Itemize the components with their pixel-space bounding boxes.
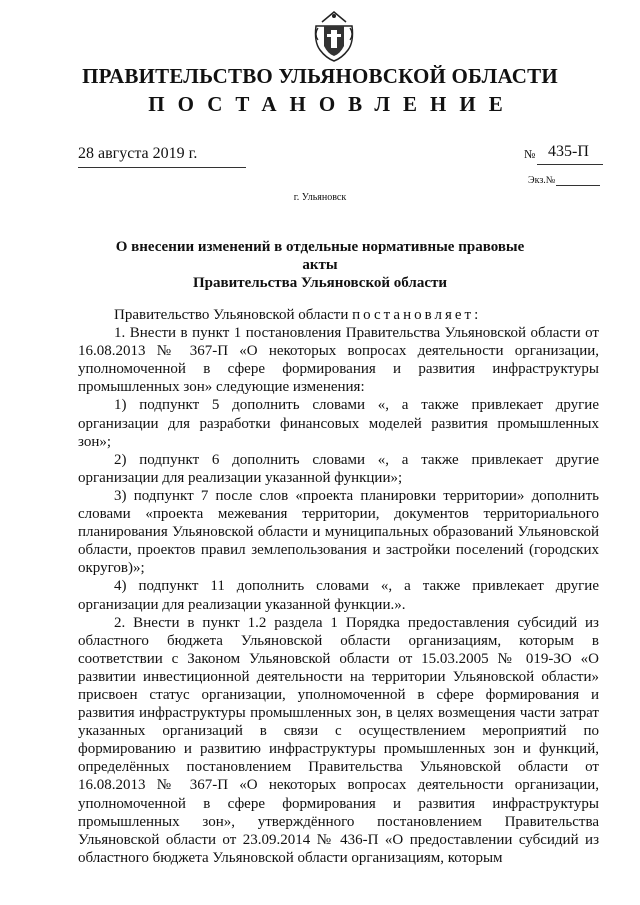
subject-line-1: О внесении изменений в отдельные нормативные правовые акты <box>115 239 525 273</box>
copy-number-label: Экз.№ <box>528 175 556 186</box>
number-label: № <box>524 147 536 161</box>
paragraph: 4) подпункт 11 дополнить словами «, а также привлекает другие организации для реализации указанной функции.». <box>78 578 599 613</box>
paragraph: 2. Внести в пункт 1.2 раздела 1 Порядка предоставления субсидий из областного бюджета Ульяновской области организациям, которым в соответствии с Законом Ульяновской области от 15.03.2005 № 019-ЗО «О развитии инвестиционной деятельности на территории Ульяновской области» присвоен статус организации, уполномоченной в сфере формирования и развития инфраструктуры промышленных зон, в целях возмещения части затрат указанных организаций в связи с осуществлением мероприятий по формированию и развитию инфраструктуры промышленных зон и функций, определённых постановлением Правительства Ульяновской области от 16.08.2013 № 367-П «О некоторых вопросах деятельности организации, уполномоченной в сфере формирования и развития инфраструктуры промышленных зон», утверждённого постановлением Правительства Ульяновской области от 23.09.2014 № 436-П «О предоставлении субсидий из областного бюджета Ульяновской области организациям, которым <box>78 614 599 866</box>
paragraph: 1) подпункт 5 дополнить словами «, а также привлекает другие организации для разработки финансовых моделей развития промышленных зон»; <box>78 397 599 450</box>
document-number: 435-П <box>548 143 589 160</box>
number-underline <box>537 164 603 165</box>
document-subject <box>100 238 540 292</box>
date-underline <box>78 167 246 168</box>
intro-paragraph <box>78 306 599 324</box>
coat-of-arms-icon <box>312 8 356 64</box>
paragraph: 2) подпункт 6 дополнить словами «, а также привлекает другие организации для реализации указанной функции»; <box>78 451 599 486</box>
government-title: ПРАВИТЕЛЬСТВО УЛЬЯНОВСКОЙ ОБЛАСТИ <box>82 64 558 88</box>
copy-number-underline <box>556 185 600 186</box>
paragraph: 1. Внести в пункт 1 постановления Правительства Ульяновской области от 16.08.2013 № 367-П «О некоторых вопросах деятельности организации, уполномоченной в сфере формирования и развития инфраструктуры промышленных зон» следующие изменения: <box>78 325 599 396</box>
paragraph: 3) подпункт 7 после слов «проекта планировки территории» дополнить словами «проекта межевания территории, документов территориального планирования Ульяновской области и муниципальных образований Ульяновской области, проектов правил землепользования и застройки поселений (городских округов)»; <box>78 487 599 577</box>
document-type: ПОСТАНОВЛЕНИЕ <box>148 92 516 116</box>
intro-verb: постановляет: <box>352 307 482 323</box>
subject-line-2: Правительства Ульяновской области <box>192 275 448 291</box>
document-body <box>78 306 599 867</box>
document-date: 28 августа 2019 г. <box>78 145 198 162</box>
city: г. Ульяновск <box>293 192 347 203</box>
intro-prefix: Правительство Ульяновской области <box>114 307 353 323</box>
